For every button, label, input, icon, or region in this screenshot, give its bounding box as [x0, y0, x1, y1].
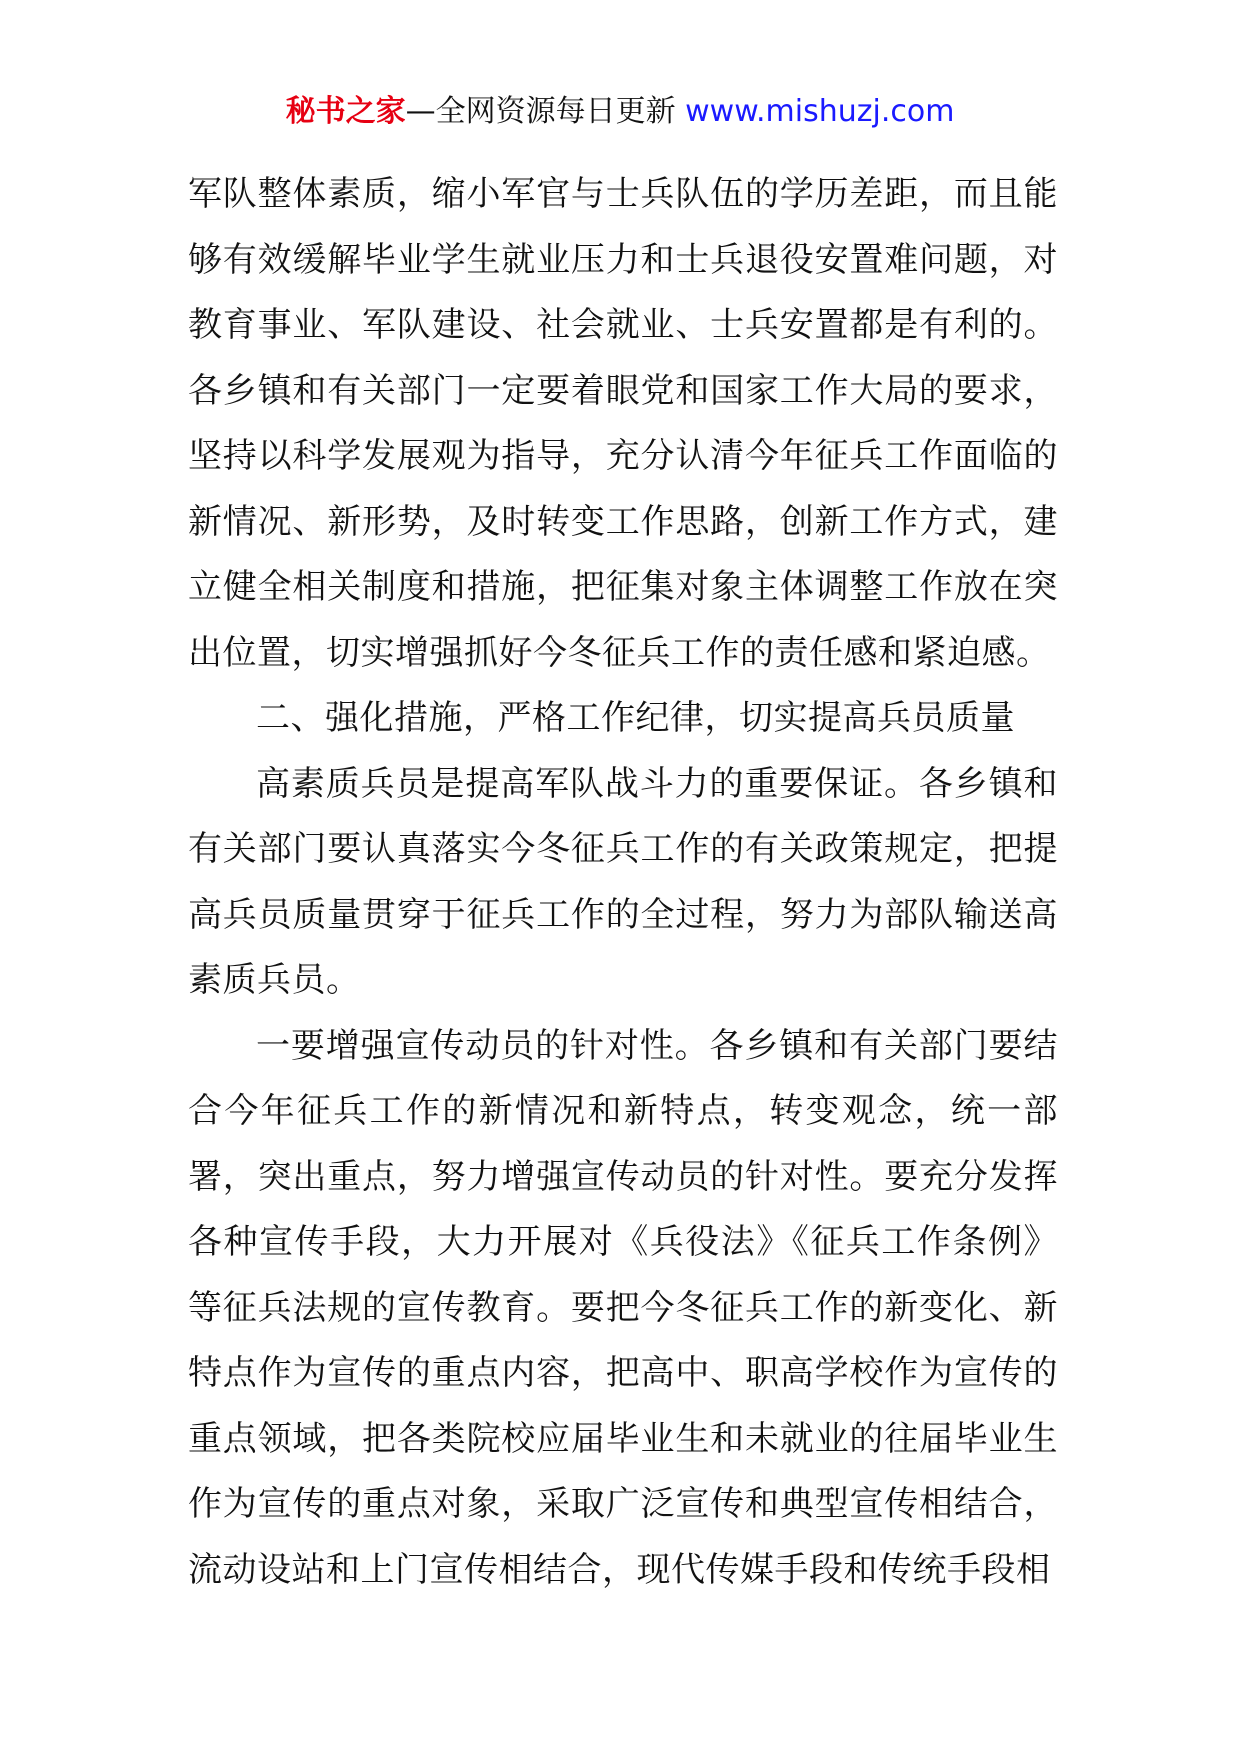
- header-tagline: —全网资源每日更新: [405, 94, 686, 129]
- header-url-link[interactable]: www.mishuzj.com: [685, 94, 955, 129]
- section-heading: 二、强化措施，严格工作纪律，切实提高兵员质量: [256, 698, 1015, 738]
- header-brand: 秘书之家: [285, 94, 406, 129]
- paragraph: 一要增强宣传动员的针对性。各乡镇和有关部门要结合今年征兵工作的新情况和新特点，转变观念，统一部署，突出重点，努力增强宣传动员的针对性。要充分发挥各种宣传手段，大力开展对《兵役法》《征兵工作条例》等征兵法规的宣传教育。要把今冬征兵工作的新变化、新特点作为宣传的重点内容，把高中、职高学校作为宣传的重点领域，把各类院校应届毕业生和未就业的往届毕业生作为宣传的重点对象，采取广泛宣传和典型宣传相结合，流动设站和上门宣传相结合，现代传媒手段和传统手段相: [188, 1025, 1058, 1590]
- page-header: [0, 92, 1240, 132]
- paragraph: 高素质兵员是提高军队战斗力的重要保证。各乡镇和有关部门要认真落实今冬征兵工作的有关政策规定，把提高兵员质量贯穿于征兵工作的全过程，努力为部队输送高素质兵员。: [188, 763, 1058, 1000]
- document-body: [188, 162, 1058, 1603]
- paragraph-continuation: 军队整体素质，缩小军官与士兵队伍的学历差距，而且能够有效缓解毕业学生就业压力和士兵退役安置难问题，对教育事业、军队建设、社会就业、士兵安置都是有利的。各乡镇和有关部门一定要着眼党和国家工作大局的要求，坚持以科学发展观为指导，充分认清今年征兵工作面临的新情况、新形势，及时转变工作思路，创新工作方式，建立健全相关制度和措施，把征集对象主体调整工作放在突出位置，切实增强抓好今冬征兵工作的责任感和紧迫感。: [188, 174, 1058, 673]
